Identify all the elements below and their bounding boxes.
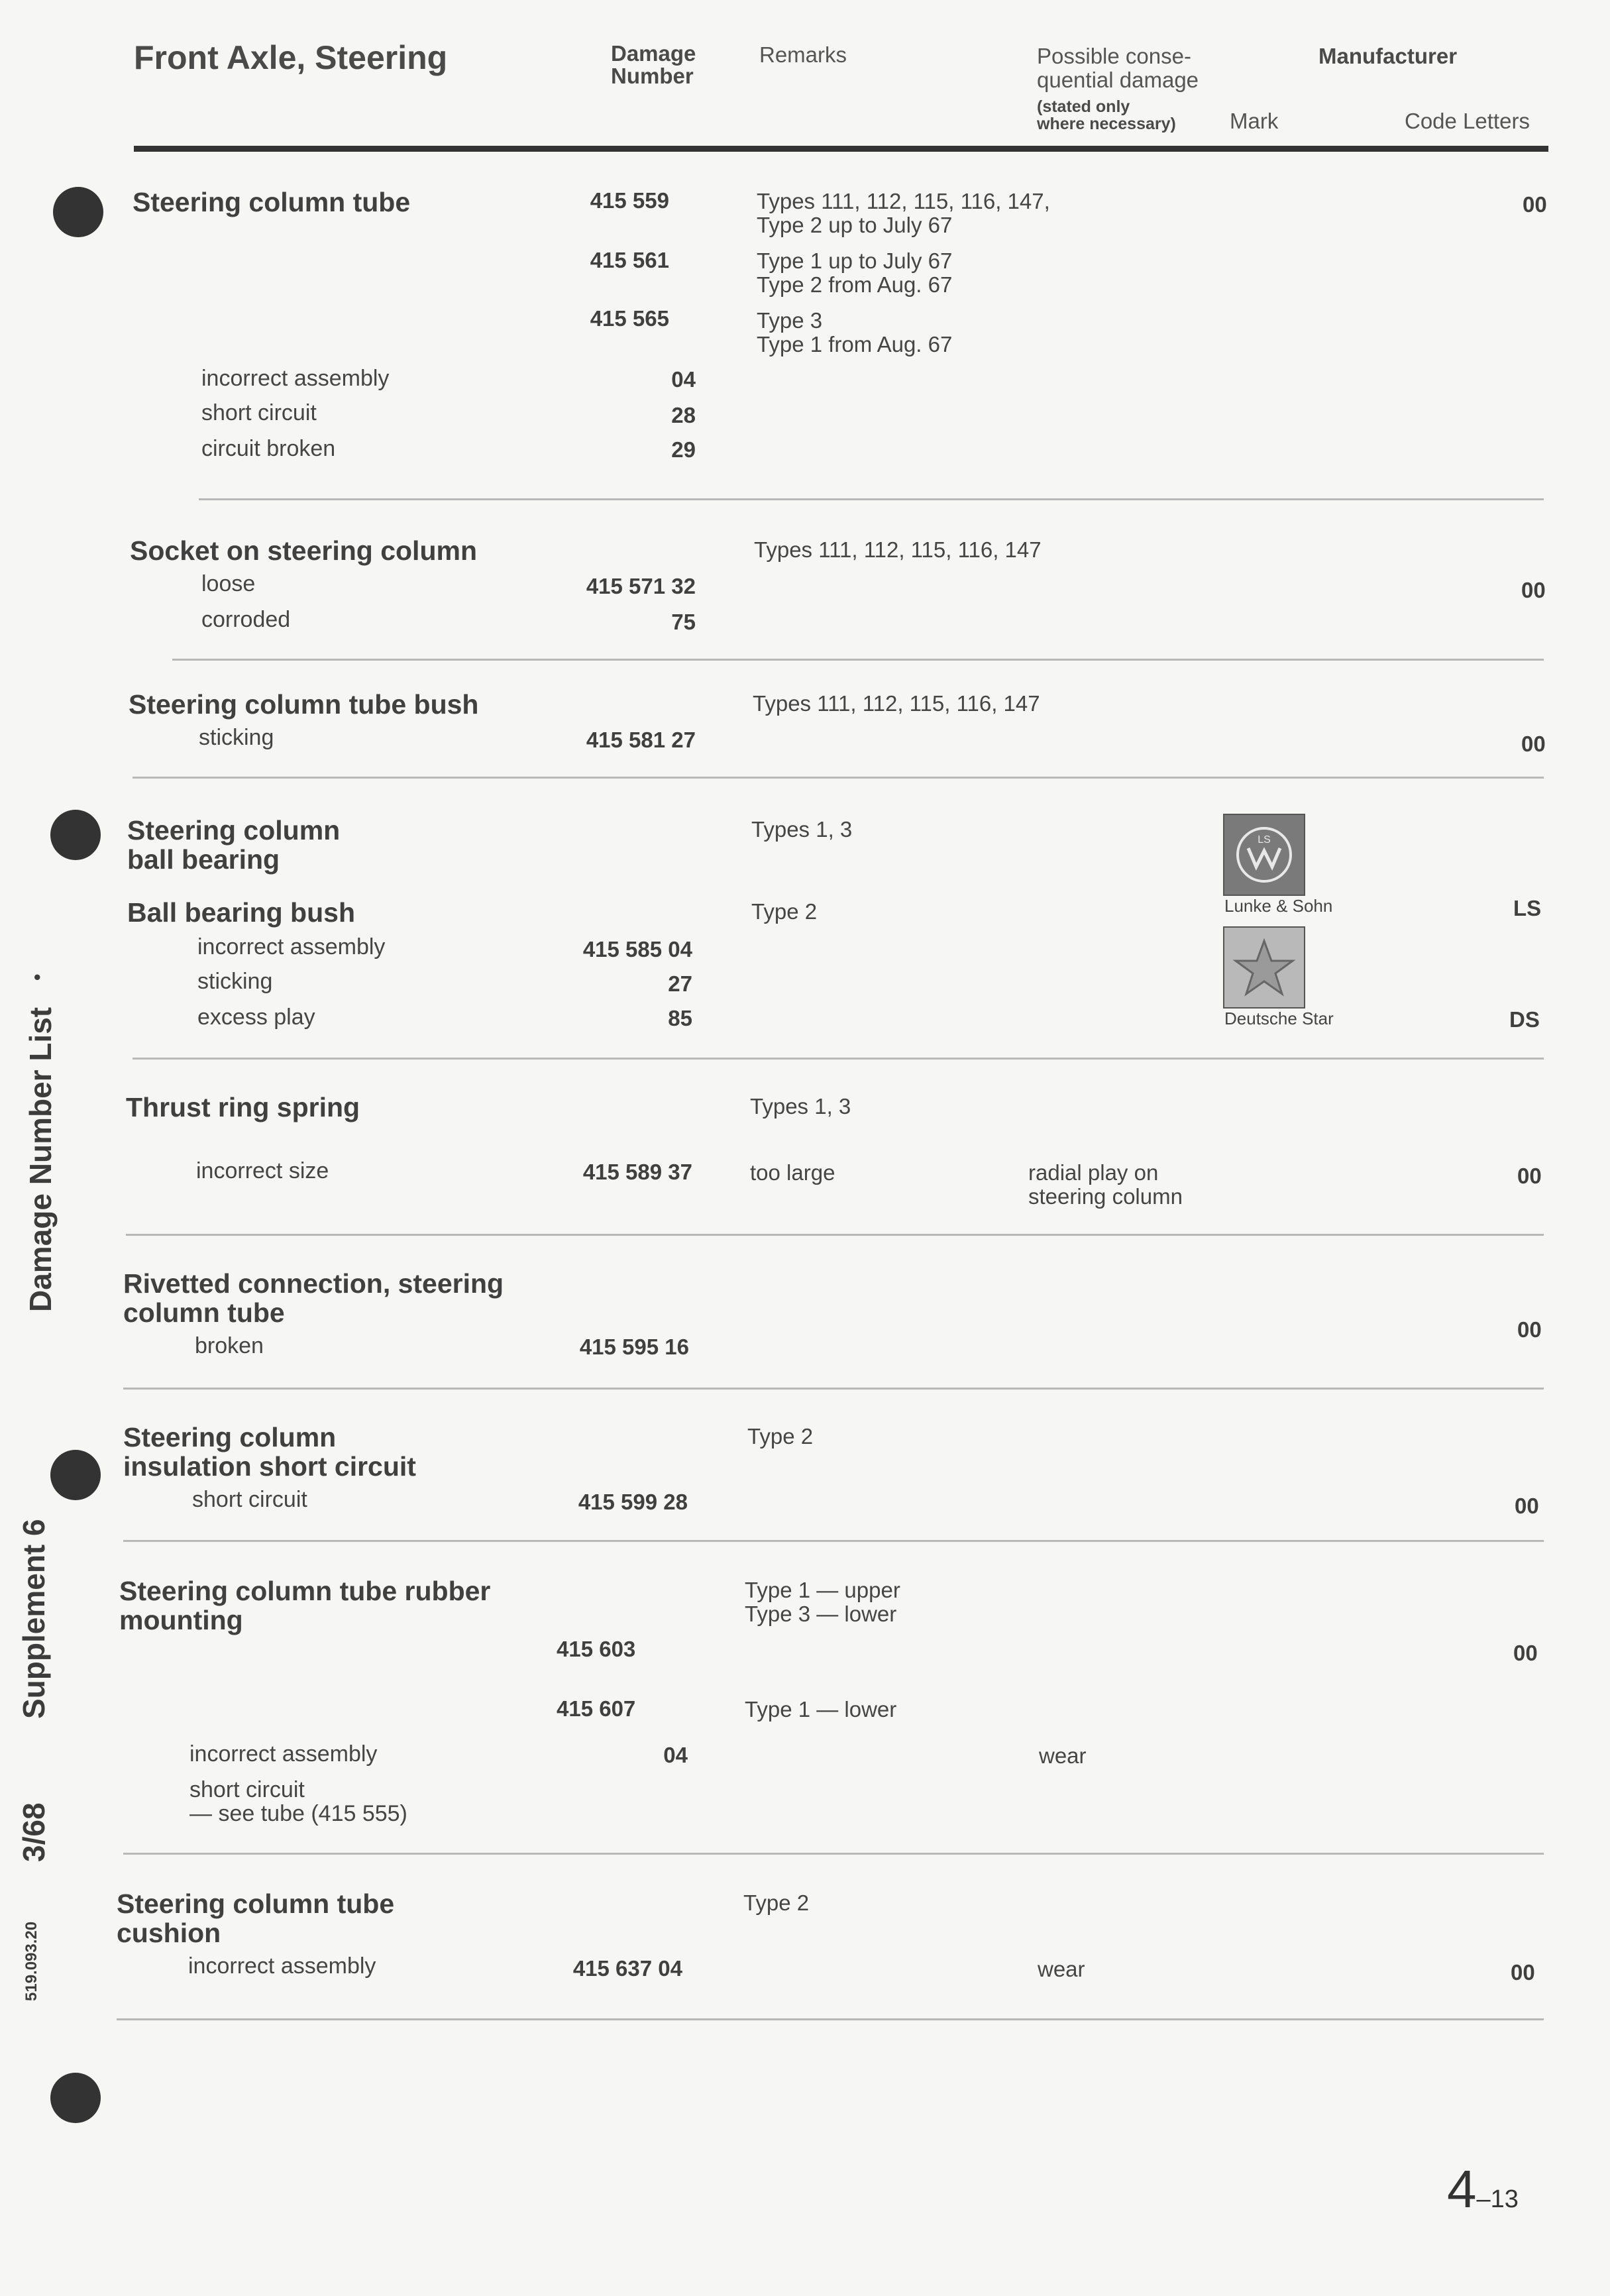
damage-code: 27 xyxy=(668,971,692,996)
damage-item: incorrect assembly xyxy=(189,1741,378,1767)
remarks-text: Type 2 up to July 67 xyxy=(757,213,953,237)
damage-code: 415 581 27 xyxy=(586,728,696,752)
damage-code: 28 xyxy=(671,403,696,427)
consequential-note-2: where necessary) xyxy=(1037,115,1176,133)
code-letters: DS xyxy=(1509,1007,1540,1032)
remarks-text: Types 111, 112, 115, 116, 147, xyxy=(757,189,1050,213)
page-title: Front Axle, Steering xyxy=(134,39,448,76)
remarks-text: Types 111, 112, 115, 116, 147 xyxy=(754,537,1042,562)
section-title-line2: column tube xyxy=(123,1297,285,1328)
code-letters: 00 xyxy=(1523,192,1547,217)
code-letters: 00 xyxy=(1517,1164,1542,1188)
deutsche-star-logo xyxy=(1223,926,1305,1009)
section-divider xyxy=(117,2018,1544,2020)
section-divider xyxy=(123,1853,1544,1855)
sidebar-bullet: • xyxy=(27,973,48,981)
damage-item-note: — see tube (415 555) xyxy=(189,1801,407,1826)
damage-code: 415 595 16 xyxy=(579,1335,689,1359)
damage-item: loose xyxy=(201,571,256,596)
mark-caption: Deutsche Star xyxy=(1224,1009,1334,1028)
damage-item: incorrect size xyxy=(196,1158,329,1183)
section-title-line1: Rivetted connection, steering xyxy=(123,1268,504,1299)
damage-item: circuit broken xyxy=(201,436,336,461)
consequential-text: radial play on xyxy=(1028,1160,1159,1185)
consequential-text: wear xyxy=(1039,1743,1087,1768)
consequential-header-1: Possible conse- xyxy=(1037,44,1191,68)
code-letters: 00 xyxy=(1521,732,1546,756)
section-title-line1: Steering column tube rubber xyxy=(119,1576,491,1606)
sidebar-date: 3/68 xyxy=(17,1802,51,1862)
damage-code: 415 585 04 xyxy=(582,937,692,961)
damage-code: 85 xyxy=(668,1006,692,1030)
binder-hole xyxy=(50,810,101,860)
part-number: 415 607 xyxy=(557,1696,636,1721)
damage-item: incorrect assembly xyxy=(201,366,390,391)
section-title-line2: mounting xyxy=(119,1605,243,1635)
page-number xyxy=(1447,2159,1519,2220)
header-rule xyxy=(134,146,1548,152)
code-letters: 00 xyxy=(1511,1960,1535,1985)
damage-code: 415 571 32 xyxy=(586,574,696,598)
consequential-header-2: quential damage xyxy=(1037,68,1199,92)
remarks-text: Type 1 up to July 67 xyxy=(757,248,953,273)
mark-header: Mark xyxy=(1230,109,1279,133)
remarks-text: Type 2 from Aug. 67 xyxy=(757,272,953,297)
part-number: 415 565 xyxy=(590,306,669,331)
remarks-text: Type 3 — lower xyxy=(745,1602,897,1626)
sidebar-supplement: Supplement 6 xyxy=(17,1519,51,1719)
code-letters: LS xyxy=(1513,896,1542,920)
damage-code: 415 589 37 xyxy=(582,1160,692,1184)
damage-item: sticking xyxy=(199,725,274,750)
lunke-sohn-emblem-icon xyxy=(1231,822,1297,888)
damage-item: short circuit xyxy=(201,400,317,425)
consequential-text: steering column xyxy=(1028,1184,1183,1209)
star-emblem-icon xyxy=(1231,934,1297,1001)
damage-number-header-1: Damage xyxy=(611,41,696,66)
damage-item: short circuit xyxy=(189,1777,305,1802)
page-number-major: 4 xyxy=(1447,2159,1477,2218)
damage-item: broken xyxy=(195,1333,264,1358)
code-letters: 00 xyxy=(1521,578,1546,602)
remarks-text: Type 1 from Aug. 67 xyxy=(757,332,953,356)
remarks-text: Type 2 xyxy=(743,1890,810,1915)
remarks-text: Types 1, 3 xyxy=(750,1094,851,1119)
manufacturer-header: Manufacturer xyxy=(1318,44,1458,68)
remarks-text: Types 111, 112, 115, 116, 147 xyxy=(753,691,1040,716)
part-number: 415 603 xyxy=(557,1637,636,1661)
remarks-text: Type 2 xyxy=(747,1424,814,1449)
mark-caption: Lunke & Sohn xyxy=(1224,896,1333,916)
binder-hole xyxy=(53,187,103,237)
code-letters: 00 xyxy=(1513,1641,1538,1665)
section-divider xyxy=(123,1540,1544,1542)
damage-item: corroded xyxy=(201,607,291,632)
section-title-line2: insulation short circuit xyxy=(123,1451,416,1482)
section-subtitle: Ball bearing bush xyxy=(127,897,355,928)
remarks-text: Types 1, 3 xyxy=(751,817,853,842)
binder-hole xyxy=(50,2073,101,2123)
remarks-text: Type 1 — lower xyxy=(745,1697,897,1722)
section-divider xyxy=(126,1234,1544,1236)
damage-code: 04 xyxy=(663,1743,688,1767)
section-title: Socket on steering column xyxy=(130,535,477,566)
page-number-minor: –13 xyxy=(1476,2185,1519,2213)
section-title: Steering column tube xyxy=(133,187,411,217)
damage-code: 415 637 04 xyxy=(572,1956,682,1981)
lunke-sohn-logo xyxy=(1223,814,1305,896)
damage-code: 415 599 28 xyxy=(578,1490,688,1514)
remarks-header: Remarks xyxy=(759,42,847,67)
part-number: 415 559 xyxy=(590,188,669,213)
section-title: Steering column tube bush xyxy=(129,689,479,720)
remarks-text: Type 1 — upper xyxy=(745,1578,900,1602)
section-title-line1: Steering column xyxy=(123,1422,337,1452)
damage-number-header-2: Number xyxy=(611,64,694,88)
damage-item: excess play xyxy=(197,1005,315,1030)
remarks-text: Type 3 xyxy=(757,308,823,333)
section-divider xyxy=(123,1388,1544,1390)
code-letters: 00 xyxy=(1515,1494,1539,1518)
section-divider xyxy=(199,498,1544,500)
part-number: 415 561 xyxy=(590,248,669,272)
consequential-text: wear xyxy=(1038,1957,1085,1981)
section-title-line2: cushion xyxy=(117,1918,221,1948)
damage-item: short circuit xyxy=(192,1487,307,1512)
consequential-note-1: (stated only xyxy=(1037,97,1130,116)
damage-item: incorrect assembly xyxy=(197,934,386,959)
damage-item: incorrect assembly xyxy=(188,1953,376,1979)
section-title: Thrust ring spring xyxy=(126,1092,360,1122)
section-divider xyxy=(133,777,1544,779)
sidebar-doc-number: 519.093.20 xyxy=(23,1921,40,2001)
section-title-line2: ball bearing xyxy=(127,844,280,875)
damage-code: 29 xyxy=(671,437,696,462)
damage-code: 75 xyxy=(671,610,696,634)
section-title-line1: Steering column xyxy=(127,815,341,846)
sidebar-list-title: Damage Number List xyxy=(23,1007,58,1312)
remarks-text: too large xyxy=(750,1160,835,1185)
remarks-text: Type 2 xyxy=(751,899,818,924)
section-divider xyxy=(133,1058,1544,1060)
binder-hole xyxy=(50,1450,101,1500)
damage-code: 04 xyxy=(671,367,696,392)
svg-text:LS: LS xyxy=(1258,834,1271,846)
code-letters: 00 xyxy=(1517,1317,1542,1342)
section-title-line1: Steering column tube xyxy=(117,1888,395,1919)
section-divider xyxy=(172,659,1544,661)
code-letters-header: Code Letters xyxy=(1405,109,1530,133)
damage-item: sticking xyxy=(197,969,273,994)
